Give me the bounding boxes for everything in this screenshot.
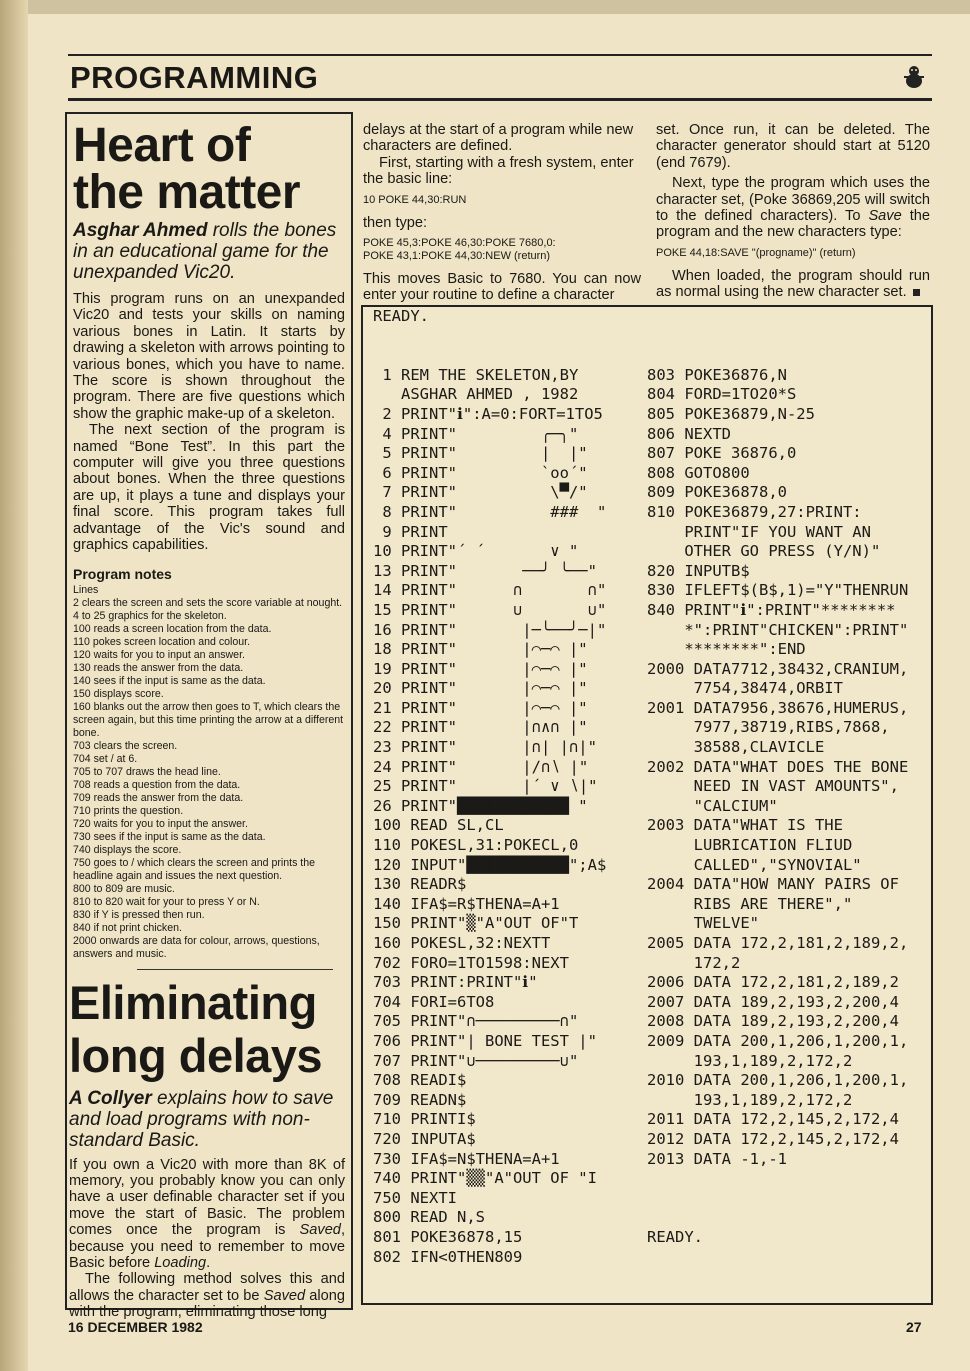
program-note-line: 705 to 707 draws the head line. [73, 765, 221, 778]
listing-line: 2002 DATA"WHAT DOES THE BONE [647, 757, 909, 776]
program-note-line: 710 prints the question. [73, 804, 184, 817]
program-note-line: 750 goes to / which clears the screen and prints the headline again and issues the next question. [73, 856, 316, 882]
headline-line-2: long delays [69, 1028, 323, 1082]
listing-line: 730 IFA$=N$THENA=A+1 [373, 1149, 560, 1168]
program-note-line: 730 sees if the input is same as the data. [73, 830, 266, 843]
listing-line: 6 PRINT" `oo´" [373, 463, 588, 482]
program-note-line: Lines [73, 583, 99, 596]
listing-line: LUBRICATION FLIUD [647, 836, 853, 855]
listing-line: 172,2 [647, 953, 741, 972]
article-column-2 [363, 122, 641, 304]
program-note-line: 4 to 25 graphics for the skeleton. [73, 609, 227, 622]
listing-line: 803 POKE36876,N [647, 365, 787, 384]
listing-line: 16 PRINT" |─╰──╯─|" [373, 620, 607, 639]
program-note-line: 160 blanks out the arrow then goes to T, which clears the screen again, but this time printing the arrow at a different bone. [73, 700, 344, 739]
listing-line [647, 346, 929, 366]
section-header [68, 54, 932, 101]
listing-line: 806 NEXTD [647, 424, 731, 443]
listing-line: 24 PRINT" |∕∩∖ |" [373, 757, 589, 776]
program-note-line: 709 reads the answer from the data. [73, 791, 244, 804]
program-note-line: 810 to 820 wait for your to press Y or N. [73, 895, 260, 908]
listing-line: 2009 DATA 200,1,206,1,200,1, [647, 1031, 909, 1050]
listing-line: NEED IN VAST AMOUNTS", [647, 777, 899, 796]
article-column-1 [65, 112, 353, 1321]
article-divider [137, 969, 333, 970]
standfirst-text: explains how to save and load programs with non-standard Basic. [69, 1087, 334, 1151]
listing-line: 810 POKE36879,27:PRINT: [647, 502, 862, 521]
listing-line: 830 IFLEFT$(B$,1)="Y"THENRUN [647, 581, 909, 600]
listing-line: 2006 DATA 172,2,181,2,189,2 [647, 973, 899, 992]
listing-line [647, 1208, 929, 1228]
program-listing-box [361, 305, 933, 1305]
listing-line: 15 PRINT" ∪ ∪" [373, 600, 607, 619]
listing-line: 100 READ SL,CL [373, 816, 504, 835]
listing-line: 8 PRINT" ### " [373, 502, 607, 521]
listing-line: 2005 DATA 172,2,181,2,189,2, [647, 934, 909, 952]
headline-line-1: Eliminating [69, 975, 317, 1029]
article-2-body [69, 1157, 345, 1321]
listing-line: 740 PRINT"▒▒"A"OUT OF "I [373, 1169, 597, 1188]
paragraph: First, starting with a fresh system, enter the basic line: [363, 154, 634, 188]
article-2-headline [69, 976, 351, 1082]
listing-line: 2008 DATA 189,2,193,2,200,4 [647, 1012, 899, 1031]
listing-line: 160 POKESL,32:NEXTT [373, 934, 551, 952]
listing-line [647, 1189, 929, 1209]
program-note-line: 704 set / at 6. [73, 752, 138, 765]
listing-line: 2010 DATA 200,1,206,1,200,1, [647, 1071, 909, 1090]
listing-line: 708 READI$ [373, 1071, 467, 1090]
paragraph: set. Once run, it can be deleted. The character generator should start at 5120 (end 7679). [656, 122, 930, 171]
listing-line: 807 POKE 36876,0 [647, 444, 797, 463]
listing-line: TWELVE" [647, 914, 759, 933]
program-note-line: 800 to 809 are music. [73, 882, 175, 895]
program-note-line: 2000 onwards are data for colour, arrows, questions, answers and music. [73, 934, 320, 960]
listing-line [647, 327, 929, 347]
listing-line: 7977,38719,RIBS,7868, [647, 718, 890, 737]
listing-line: 2001 DATA7956,38676,HUMERUS, [647, 698, 909, 717]
listing-line: 800 READ N,S [373, 1208, 485, 1227]
listing-line: 2003 DATA"WHAT IS THE [647, 816, 843, 835]
listing-line: CALLED","SYNOVIAL" [647, 855, 862, 874]
listing-line: 702 FORO=1TO1598:NEXT [373, 953, 569, 972]
program-note-line: 110 pokes screen location and colour. [73, 635, 251, 648]
paragraph: When loaded, the program should run as normal using the new character set. [656, 267, 930, 301]
listing-line: 19 PRINT" |⌒─⌒ |" [373, 659, 588, 678]
listing-line: 140 IFA$=R$THENA=A+1 [373, 894, 560, 913]
author-name: Asghar Ahmed [73, 220, 208, 241]
listing-line: ********":END [647, 640, 806, 659]
listing-line: 750 NEXTI [373, 1188, 457, 1207]
code-snippet: POKE 44,18:SAVE "(progname)" (return) [656, 246, 856, 259]
program-note-line: 703 clears the screen. [73, 739, 178, 752]
program-note-line: 2 clears the screen and sets the score variable at nought. [73, 596, 343, 609]
listing-line: 130 READR$ [373, 875, 467, 894]
listing-line: 809 POKE36878,0 [647, 483, 787, 502]
listing-line: PRINT"IF YOU WANT AN [647, 522, 871, 541]
listing-line: 710 PRINTI$ [373, 1110, 476, 1129]
listing-line: 840 PRINT"ℹ":PRINT"******** [647, 600, 896, 619]
listing-line: READY. [647, 1227, 703, 1246]
program-note-line: 840 if not print chicken. [73, 921, 182, 934]
listing-line: 707 PRINT"∪─────────∪" [373, 1051, 579, 1070]
listing-line: 2 PRINT"ℹ":A=0:FORT=1TO5 [373, 404, 603, 423]
paragraph: delays at the start of a program while new characters are defined. [363, 122, 634, 155]
listing-line: 7754,38474,ORBIT [647, 679, 843, 698]
page-number: 27 [906, 1319, 922, 1335]
listing-line: 10 PRINT"´ ´ ∨ " [373, 542, 579, 561]
headline-line-1: Heart of [73, 119, 251, 172]
listing-line: 709 READN$ [373, 1090, 467, 1109]
program-notes-title: Program notes [73, 565, 172, 582]
listing-line: 120 INPUT"███████████";A$ [373, 855, 607, 874]
listing-line: 193,1,189,2,172,2 [647, 1051, 853, 1070]
listing-line: 706 PRINT"| BONE TEST |" [373, 1031, 597, 1050]
program-note-line: 120 waits for you to input an answer. [73, 648, 245, 661]
listing-line: 25 PRINT" |´ ∨ ∖|" [373, 777, 598, 796]
program-note-line: 830 if Y is pressed then run. [73, 908, 205, 921]
program-notes-list [73, 584, 345, 961]
paragraph: The following method solves this and allows the character set to be Saved along with the program, eliminating those long [69, 1271, 346, 1321]
listing-line: 2013 DATA -1,-1 [647, 1149, 787, 1168]
listing-line: 2012 DATA 172,2,145,2,172,4 [647, 1129, 899, 1148]
listing-line: RIBS ARE THERE"," [647, 894, 853, 913]
listing-line: 2007 DATA 189,2,193,2,200,4 [647, 992, 899, 1011]
paragraph: then type: [363, 214, 428, 231]
program-note-line: 130 reads the answer from the data. [73, 661, 244, 674]
listing-line: 720 INPUTA$ [373, 1129, 476, 1148]
end-of-article-mark [913, 289, 920, 296]
program-note-line: 140 sees if the input is same as the data. [73, 674, 266, 687]
listing-line: 22 PRINT" |∩∧∩ |" [373, 718, 588, 737]
listing-line: 193,1,189,2,172,2 [647, 1090, 853, 1109]
listing-line: 21 PRINT" |⌒─⌒ |" [373, 698, 588, 717]
paragraph: Next, type the program which uses the character set, (Poke 36869,205 will switch to the defined characters). To Save the program and the new characters type: [656, 175, 930, 241]
listing-line: READY. [373, 307, 429, 325]
listing-line: 801 POKE36878,15 [373, 1227, 523, 1246]
page-binding-edge [0, 0, 28, 1371]
listing-line: 38588,CLAVICLE [647, 738, 825, 757]
listing-line: 23 PRINT" |∩| |∩|" [373, 738, 597, 757]
listing-line: 7 PRINT" \▀/" [373, 483, 588, 502]
paragraph: This moves Basic to 7680. You can now enter your routine to define a character [363, 271, 641, 304]
listing-line: 804 FORD=1TO20*S [647, 385, 797, 404]
listing-line: 14 PRINT" ∩ ∩" [373, 581, 607, 600]
program-note-line: 150 displays score. [73, 687, 164, 700]
section-title: PROGRAMMING [70, 60, 319, 95]
article-2-standfirst [69, 1088, 345, 1151]
paragraph: The next section of the program is named “Bone Test”. In this part the computer will give you three questions about bones. When the three questions are up, it plays a tune and displays your final score. This program takes full advantage of the Vic's sound and graphics capabilities. [73, 422, 345, 554]
listing-line: 20 PRINT" |⌒─⌒ |" [373, 679, 588, 698]
listing-line: ASGHAR AHMED , 1982 [373, 385, 579, 404]
issue-date: 16 DECEMBER 1982 [68, 1319, 203, 1335]
listing-line: 2011 DATA 172,2,145,2,172,4 [647, 1110, 899, 1129]
listing-line: 26 PRINT"████████████ " [373, 796, 588, 815]
program-note-line: 740 displays the score. [73, 843, 182, 856]
program-note-line: 720 waits for you to input the answer. [73, 817, 248, 830]
listing-line: 1 REM THE SKELETON,BY [373, 365, 579, 384]
article-column-3 [656, 122, 930, 301]
listing-line [373, 327, 648, 347]
listing-line: 2004 DATA"HOW MANY PAIRS OF [647, 875, 899, 894]
listing-line: 2000 DATA7712,38432,CRANIUM, [647, 659, 909, 678]
listing-line: 13 PRINT" ──╯ ╰──" [373, 561, 597, 580]
listing-line: "CALCIUM" [647, 796, 778, 815]
article-1-standfirst [73, 220, 345, 283]
listing-line: 808 GOTO800 [647, 463, 750, 482]
listing-line: 820 INPUTB$ [647, 561, 750, 580]
listing-line: 704 FORI=6TO8 [373, 992, 495, 1011]
listing-line: OTHER GO PRESS (Y/N)" [647, 542, 881, 561]
standfirst-text: rolls the bones in an educational game for the unexpanded Vic20. [73, 220, 337, 283]
listing-line: 110 POKESL,31:POKECL,0 [373, 836, 579, 855]
program-note-line: 708 reads a question from the data. [73, 778, 241, 791]
listing-line [647, 307, 929, 327]
program-note-line: 100 reads a screen location from the data. [73, 622, 272, 635]
page-top-edge [0, 0, 970, 14]
listing-line: 4 PRINT" ╭─╮" [373, 424, 579, 443]
listing-line: 802 IFN<0THEN809 [373, 1247, 523, 1266]
code-snippet: 10 POKE 44,30:RUN [363, 193, 467, 206]
listing-column-left [373, 307, 648, 1267]
computer-bug-icon [902, 62, 926, 90]
paragraph: If you own a Vic20 with more than 8K of memory, you probably know you can only have a user definable character set if you move the start of Basic. The problem comes once the program is Saved, because you need to remember to move Basic before Loading. [69, 1156, 345, 1271]
listing-line: 5 PRINT" | |" [373, 444, 588, 463]
author-name: A Collyer [69, 1087, 152, 1109]
listing-line: 9 PRINT [373, 522, 448, 541]
paragraph: This program runs on an unexpanded Vic20 and tests your skills on naming various bones in Latin. It starts by drawing a skeleton with arrows pointing to various bones, which you have to name. The score is shown throughout the program. There are five questions which show the graphic make-up of a skeleton. [73, 291, 345, 422]
listing-line [647, 1169, 929, 1189]
listing-line: *":PRINT"CHICKEN":PRINT" [647, 620, 909, 639]
listing-line: 703 PRINT:PRINT"ℹ" [373, 973, 538, 992]
listing-line [373, 346, 648, 366]
article-1-body [73, 291, 345, 554]
listing-line: 150 PRINT"▒"A"OUT OF"T [373, 914, 579, 933]
article-1-headline [73, 119, 351, 219]
code-snippet: POKE 45,3:POKE 46,30:POKE 7680,0: POKE 43,1:POKE 44,30:NEW (return) [363, 237, 556, 263]
listing-line: 705 PRINT"∩─────────∩" [373, 1012, 579, 1031]
listing-line: 805 POKE36879,N-25 [647, 404, 815, 423]
listing-line: 18 PRINT" |⌒─⌒ |" [373, 640, 588, 659]
headline-line-2: the matter [73, 166, 301, 219]
listing-column-right [647, 307, 929, 1248]
